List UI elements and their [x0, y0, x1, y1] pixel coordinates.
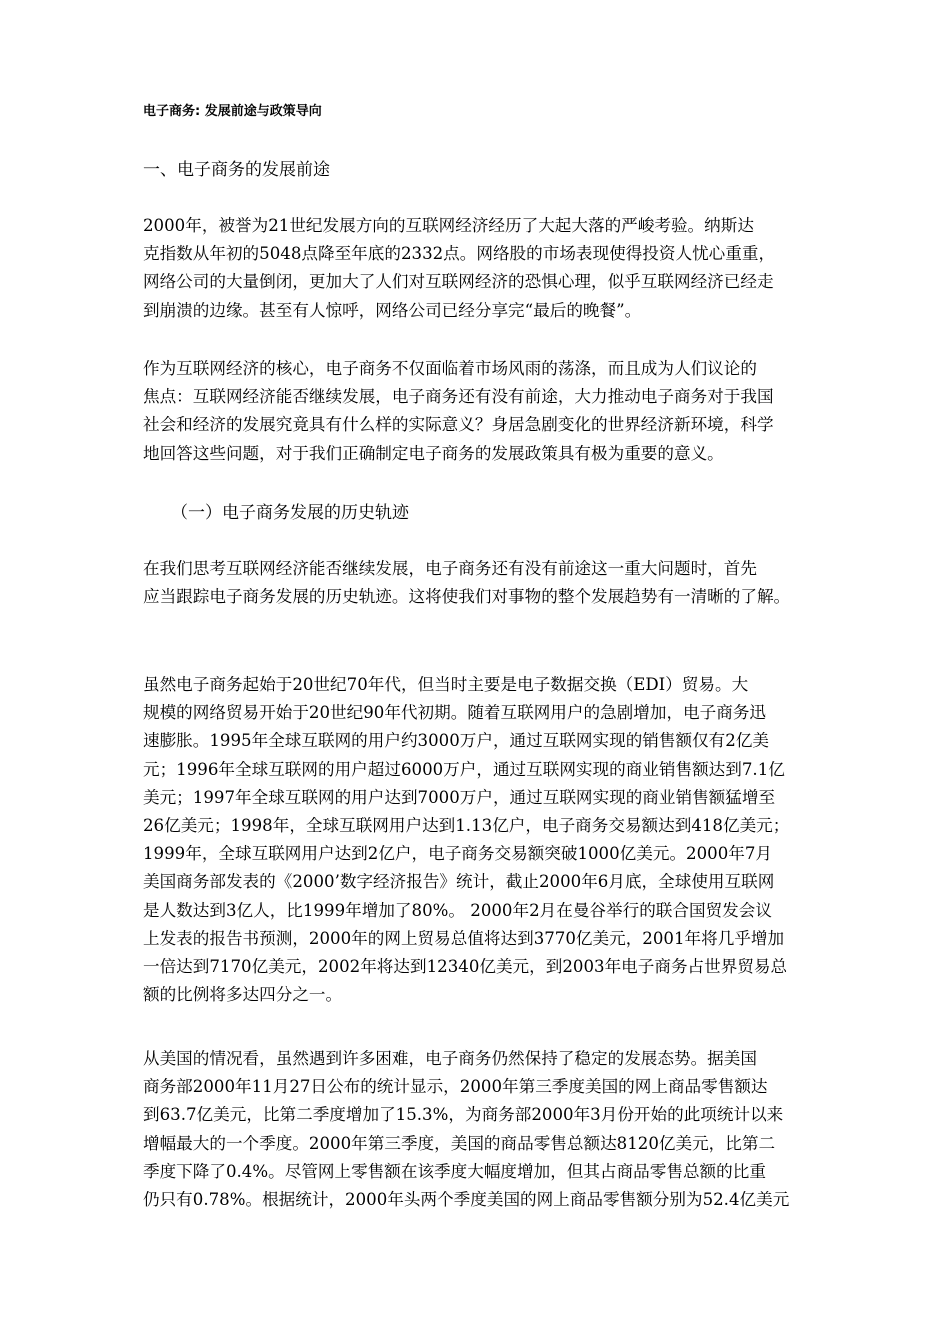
paragraph-line: 焦点：互联网经济能否继续发展，电子商务还有没有前途，大力推动电子商务对于我国 [143, 387, 774, 407]
paragraph-line: 2000年，被誉为21世纪发展方向的互联网经济经历了大起大落的严峻考验。纳斯达 [143, 216, 754, 235]
paragraph-line: 到63.7亿美元，比第二季度增加了15.3%，为商务部2000年3月份开始的此项统计以来 [143, 1105, 784, 1125]
paragraph-line: 网络公司的大量倒闭，更加大了人们对互联网经济的恐惧心理，似乎互联网经济已经走 [143, 272, 774, 292]
paragraph-line: 社会和经济的发展究竟具有什么样的实际意义？身居急剧变化的世界经济新环境，科学 [143, 415, 774, 435]
paragraph-line: 增幅最大的一个季度。2000年第三季度，美国的商品零售总额达8120亿美元，比第二 [143, 1133, 776, 1153]
section-heading: 一、电子商务的发展前途 [143, 160, 330, 180]
paragraph-4 [143, 671, 883, 1009]
paragraph-line: 美元；1997年全球互联网的用户达到7000万户，通过互联网实现的商业销售额猛增至 [143, 787, 776, 807]
paragraph-line: 应当跟踪电子商务发展的历史轨迹。这将使我们对事物的整个发展趋势有一清晰的了解。 [143, 587, 791, 607]
paragraph-line: 仍只有0.78%。根据统计，2000年头两个季度美国的网上商品零售额分别为52.4亿美元 [143, 1190, 790, 1210]
subsection-heading: （一）电子商务发展的历史轨迹 [171, 503, 409, 523]
paragraph-line: 地回答这些问题，对于我们正确制定电子商务的发展政策具有极为重要的意义。 [143, 443, 724, 463]
paragraph-3 [143, 555, 883, 611]
paragraph-line: 商务部2000年11月27日公布的统计显示，2000年第三季度美国的网上商品零售额达 [143, 1077, 768, 1097]
paragraph-line: 元；1996年全球互联网的用户超过6000万户，通过互联网实现的商业销售额达到7.1亿 [143, 759, 785, 779]
paragraph-line: 是人数达到3亿人，比1999年增加了80%。 2000年2月在曼谷举行的联合国贸发会议 [143, 900, 772, 920]
paragraph-1 [143, 212, 883, 325]
paragraph-line: 在我们思考互联网经济能否继续发展，电子商务还有没有前途这一重大问题时，首先 [143, 559, 757, 578]
paragraph-line: 上发表的报告书预测，2000年的网上贸易总值将达到3770亿美元，2001年将几乎增加 [143, 928, 785, 948]
paragraph-line: 规模的网络贸易开始于20世纪90年代初期。随着互联网用户的急剧增加，电子商务迅 [143, 703, 767, 723]
paragraph-line: 克指数从年初的5048点降至年底的2332点。网络股的市场表现使得投资人忧心重重， [143, 244, 776, 264]
paragraph-2 [143, 355, 883, 468]
paragraph-line: 速膨胀。1995年全球互联网的用户约3000万户，通过互联网实现的销售额仅有2亿美 [143, 731, 770, 751]
document-title: 电子商务: 发展前途与政策导向 [143, 104, 322, 119]
paragraph-line: 一倍达到7170亿美元，2002年将达到12340亿美元，到2003年电子商务占世界贸易总 [143, 957, 788, 977]
paragraph-line: 1999年，全球互联网用户达到2亿户，电子商务交易额突破1000亿美元。2000年7月 [143, 844, 773, 864]
paragraph-line: 作为互联网经济的核心，电子商务不仅面临着市场风雨的荡涤，而且成为人们议论的 [143, 359, 757, 378]
paragraph-line: 美国商务部发表的《2000’数字经济报告》统计，截止2000年6月底，全球使用互联网 [143, 872, 775, 892]
paragraph-line: 虽然电子商务起始于20世纪70年代，但当时主要是电子数据交换（EDI）贸易。大 [143, 675, 749, 694]
paragraph-line: 到崩溃的边缘。甚至有人惊呼，网络公司已经分享完“最后的晚餐”。 [143, 300, 642, 320]
paragraph-5 [143, 1045, 883, 1214]
paragraph-line: 季度下降了0.4%。尽管网上零售额在该季度大幅度增加，但其占商品零售总额的比重 [143, 1161, 766, 1181]
paragraph-line: 额的比例将多达四分之一。 [143, 985, 343, 1005]
paragraph-line: 26亿美元；1998年，全球互联网用户达到1.13亿户，电子商务交易额达到418亿美元； [143, 816, 790, 836]
paragraph-line: 从美国的情况看，虽然遇到许多困难，电子商务仍然保持了稳定的发展态势。据美国 [143, 1049, 757, 1068]
